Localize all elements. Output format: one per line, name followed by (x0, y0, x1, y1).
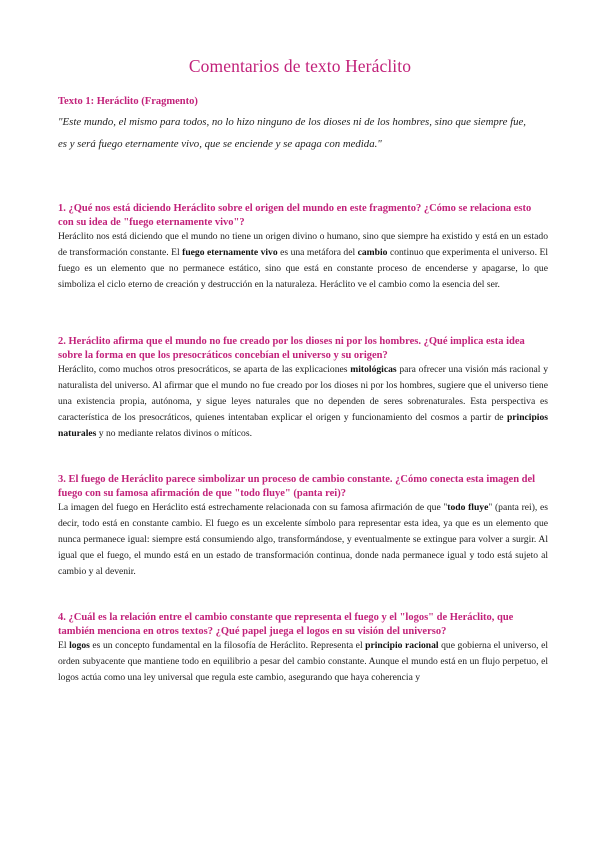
question-4: 4. ¿Cuál es la relación entre el cambio constante que representa el fuego y el "logos" de Heráclito, que también menciona en otros textos? ¿Qué papel juega el logos en su visión del universo? (58, 612, 514, 637)
quote-line-2: es y será fuego eternamente vivo, que se enciende y se apaga con medida." (58, 138, 382, 150)
question-3: 3. El fuego de Heráclito parece simbolizar un proceso de cambio constante. ¿Cómo conecta esta imagen del fuego con su famosa afirmación de que "todo fluye" (panta rei)? (58, 474, 536, 499)
quote-line-1: "Este mundo, el mismo para todos, no lo hizo ninguno de los dioses ni de los hombres, sino que siempre fue, (58, 116, 526, 128)
answer-4: El logos es un concepto fundamental en la filosofía de Heráclito. Representa el principio racional que gobierna el universo, el orden subyacente que mantiene todo en equilibrio a pesar del cambio constante. Aunque el mundo está en un flujo perpetuo, el logos actúa como una ley universal que regula este cambio, asegurando que haya coherencia y (58, 640, 548, 684)
answer-3: La imagen del fuego en Heráclito está estrechamente relacionada con su famosa afirmación de que "todo fluye" (panta rei), es decir, todo está en constante cambio. El fuego es un excelente símbolo para representar esta idea, ya que es un elemento que nunca permanece igual: siempre está consumiendo algo, transformándose, y eventualmente se extingue para volver a surgir. Al igual que el fuego, el mundo está en un estado de transformación continua, donde nada permanece igual y todo está sujeto al cambio y al devenir. (58, 502, 548, 578)
answer-1: Heráclito nos está diciendo que el mundo no tiene un origen divino o humano, sino que siempre ha existido y está en un estado de transformación constante. El fuego eternamente vivo es una metáfora del cambio continuo que experimenta el universo. El fuego es un elemento que no permanece estático, sino que está en constante proceso de encenderse y apagarse, lo que simboliza el ciclo eterno de creación y destrucción en la naturaleza. Heráclito ve el cambio como la esencia del ser. (58, 231, 548, 291)
document-title: Comentarios de texto Heráclito (188, 56, 412, 76)
text-heading: Texto 1: Heráclito (Fragmento) (58, 96, 198, 107)
answer-2: Heráclito, como muchos otros presocráticos, se aparta de las explicaciones mitológicas para ofrecer una visión más racional y naturalista del universo. Al afirmar que el mundo no fue creado por los dioses ni por los hombres, sugiere que el universo tiene una existencia propia, autónoma, y sigue leyes naturales que no dependen de seres sobrenaturales. Esta perspectiva es característica de los presocráticos, quienes intentaban explicar el origen y funcionamiento del cosmos a partir de principios naturales y no mediante relatos divinos o míticos. (58, 364, 548, 440)
question-2: 2. Heráclito afirma que el mundo no fue creado por los dioses ni por los hombres. ¿Qué implica esta idea sobre la forma en que los presocráticos concebían el universo y su origen? (58, 336, 525, 361)
question-1: 1. ¿Qué nos está diciendo Heráclito sobre el origen del mundo en este fragmento? ¿Cómo se relaciona esto con su idea de "fuego eternamente vivo"? (58, 203, 532, 228)
